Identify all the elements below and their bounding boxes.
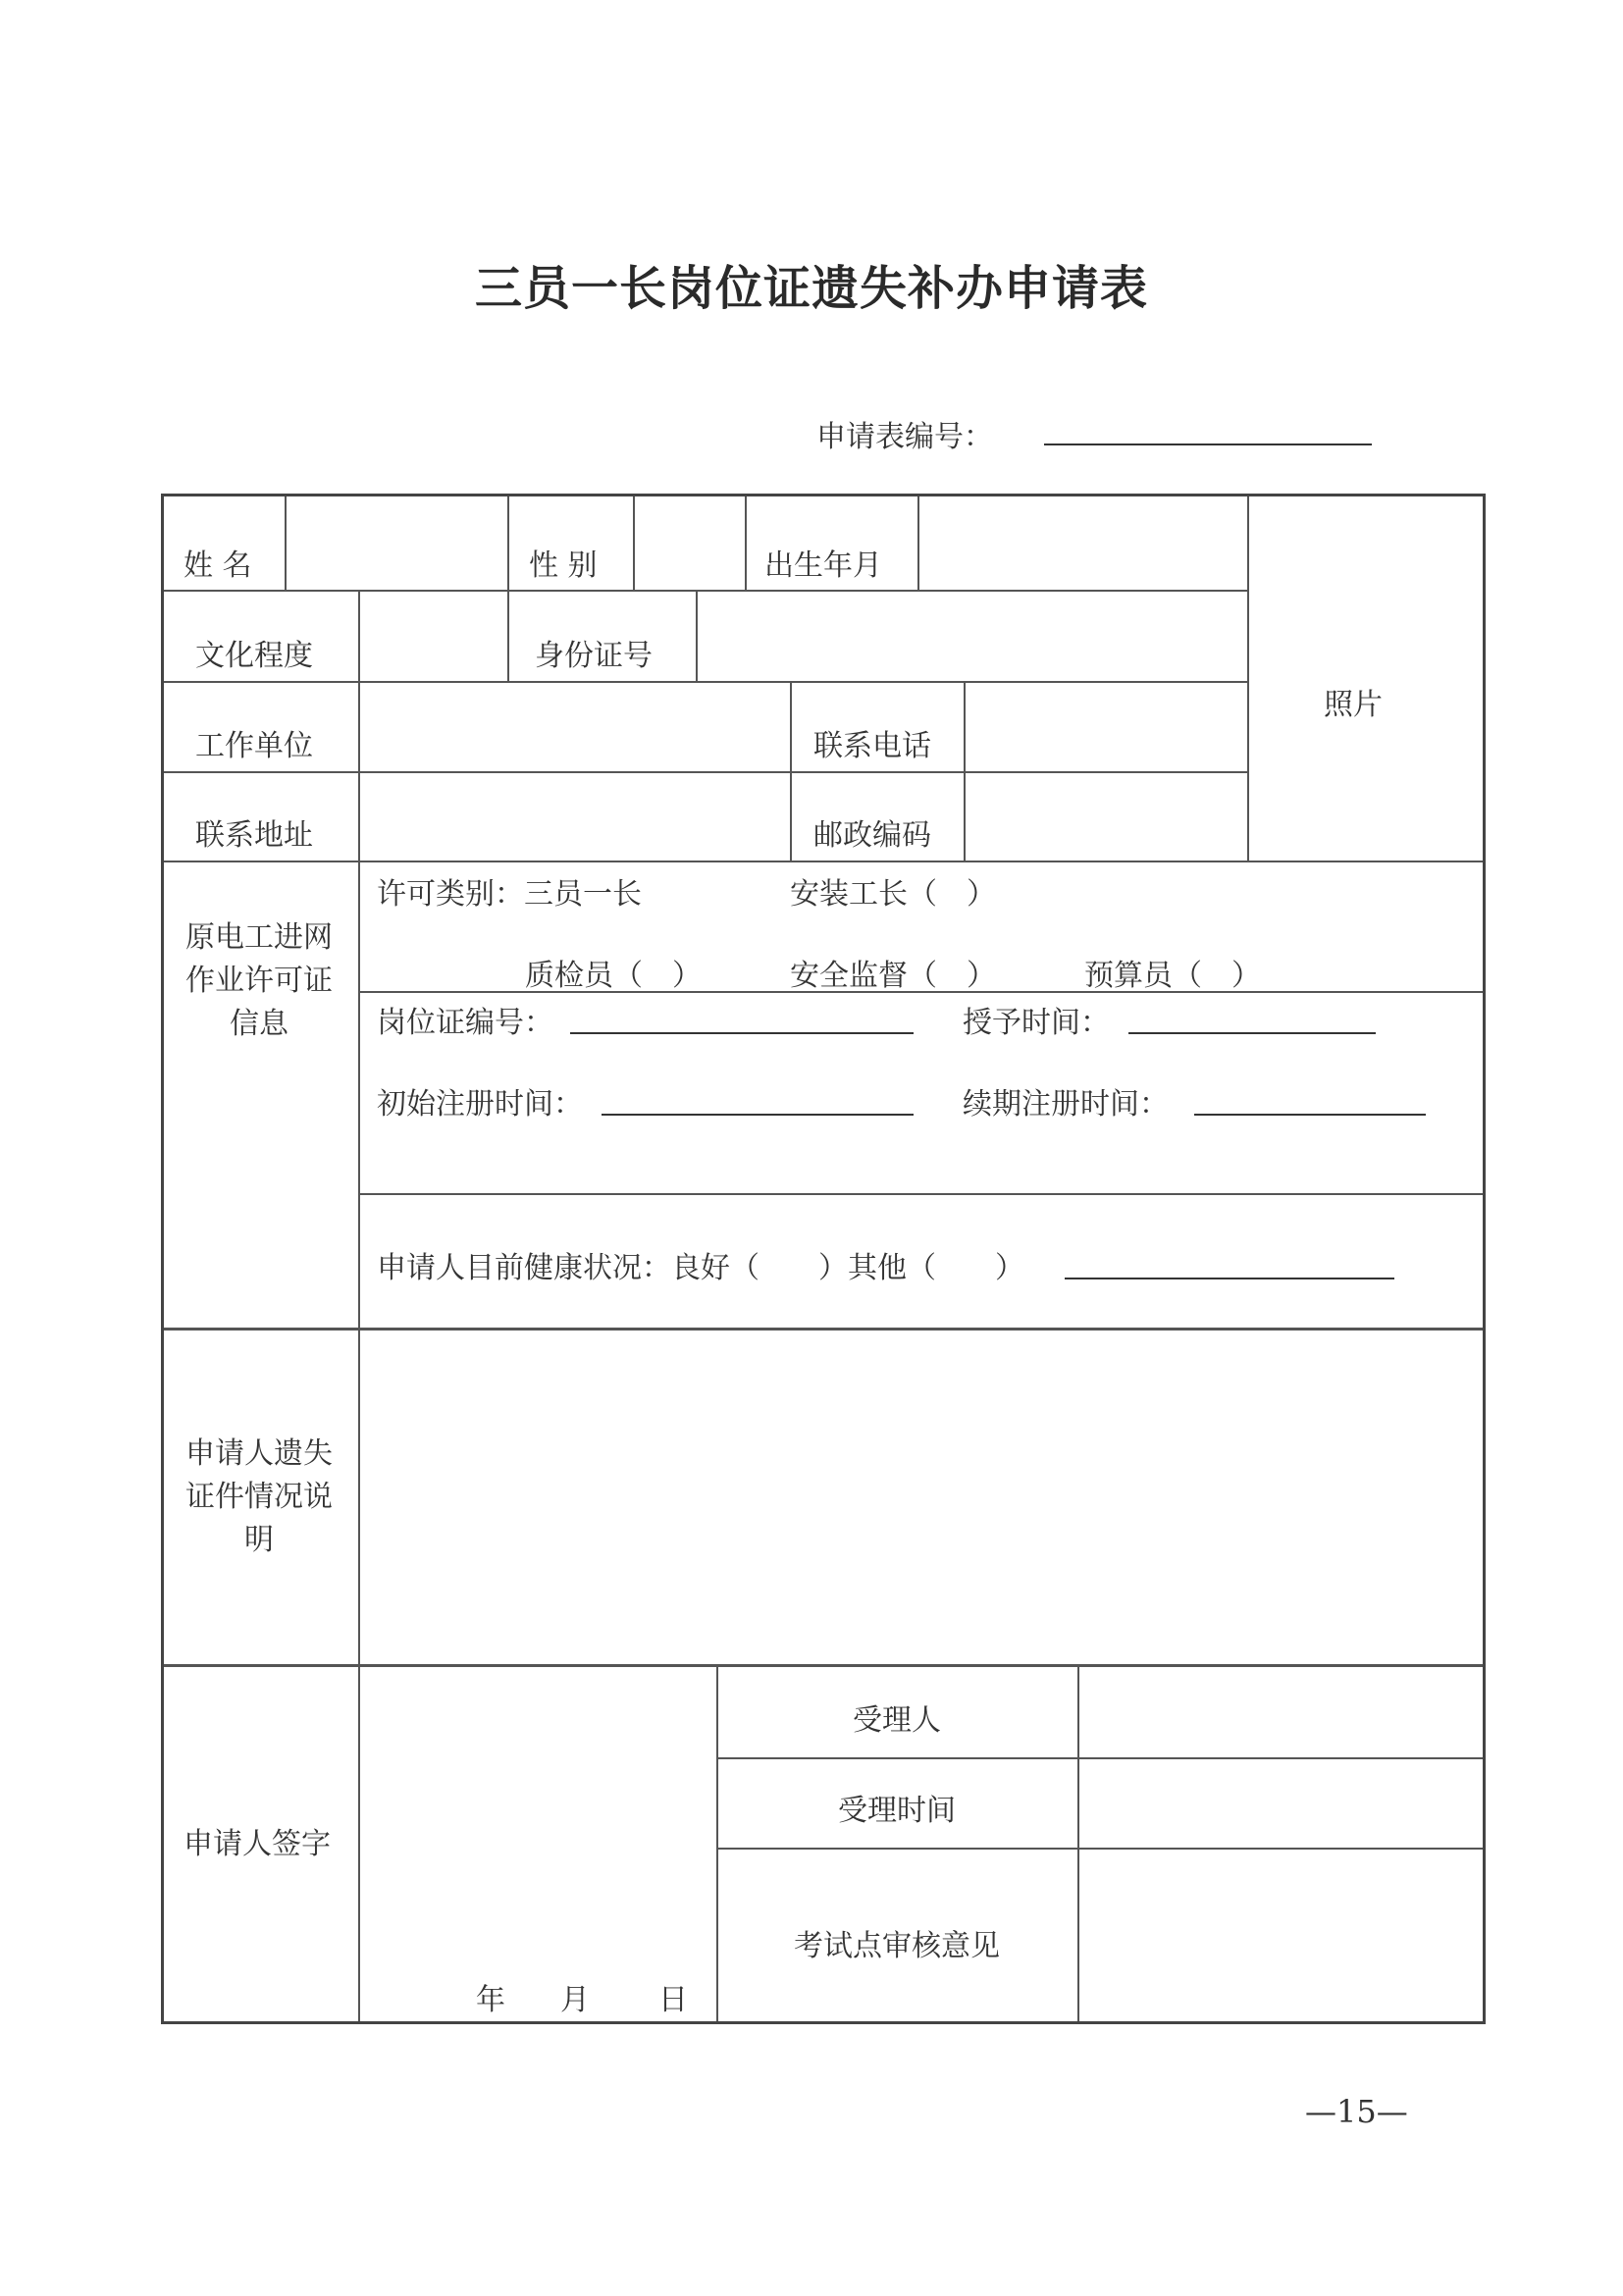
budget-officer-option[interactable]: 预算员（ ） (1084, 959, 1261, 993)
row-line (164, 861, 1483, 862)
exam-opinion-label: 考试点审核意见 (794, 1929, 1000, 1963)
health-status-label: 申请人目前健康状况：良好（ ）其他（ ） (377, 1251, 1024, 1285)
grant-time-label: 授予时间： (963, 1006, 1110, 1040)
health-other-field[interactable] (1065, 1278, 1394, 1279)
col-line (633, 496, 635, 590)
form-number-label: 申请表编号： (816, 420, 993, 454)
page-title: 三员一长岗位证遗失补办申请表 (474, 261, 1148, 316)
col-line (1077, 1664, 1079, 2021)
gender-label: 性 别 (529, 548, 598, 583)
signature-label: 申请人签字 (183, 1827, 331, 1861)
form-number-field[interactable] (1044, 444, 1372, 445)
row-line (716, 1848, 1483, 1850)
row-line (716, 1757, 1483, 1759)
safety-supervisor-option[interactable]: 安全监督（ ） (790, 959, 996, 993)
row-line (164, 771, 1247, 773)
col-line (507, 496, 509, 681)
loss-description-field[interactable] (360, 1330, 1483, 1663)
install-foreman-option[interactable]: 安装工长（ ） (790, 877, 996, 912)
col-line (917, 496, 919, 590)
row-line (164, 590, 1247, 592)
col-line (964, 681, 966, 861)
license-section-label: 原电工进网作业许可证信息 (185, 920, 333, 1041)
name-label: 姓 名 (183, 548, 252, 583)
date-day: 日 (658, 1983, 688, 2017)
loss-section-label: 申请人遗失证件情况说明 (185, 1436, 333, 1557)
employer-label: 工作单位 (195, 729, 313, 763)
col-line (790, 681, 792, 861)
education-label: 文化程度 (195, 639, 313, 673)
row-line (358, 1193, 1483, 1195)
category-label: 许可类别：三员一长 (377, 877, 642, 912)
birth-label: 出生年月 (764, 548, 882, 583)
col-line (696, 590, 698, 681)
cert-number-field[interactable] (570, 1032, 914, 1034)
cert-number-label: 岗位证编号： (377, 1006, 553, 1040)
date-year: 年 (476, 1983, 505, 2017)
signature-field[interactable] (360, 1666, 715, 2021)
initial-reg-time-label: 初始注册时间： (377, 1087, 583, 1122)
address-label: 联系地址 (195, 818, 313, 853)
photo-border (1247, 496, 1249, 861)
renewal-reg-time-label: 续期注册时间： (963, 1087, 1169, 1122)
id-number-label: 身份证号 (535, 639, 653, 673)
date-month: 月 (560, 1983, 590, 2017)
page-number: —15— (1305, 2093, 1408, 2130)
col-line (285, 496, 287, 590)
row-line (164, 681, 1247, 683)
grant-time-field[interactable] (1128, 1032, 1376, 1034)
receiver-label: 受理人 (853, 1703, 941, 1738)
receive-time-label: 受理时间 (838, 1794, 956, 1828)
col-line (745, 496, 747, 590)
photo-label: 照片 (1324, 688, 1383, 722)
postcode-label: 邮政编码 (813, 818, 931, 853)
initial-reg-time-field[interactable] (602, 1114, 914, 1116)
renewal-reg-time-field[interactable] (1194, 1114, 1426, 1116)
quality-inspector-option[interactable]: 质检员（ ） (525, 959, 702, 993)
application-form (161, 494, 1486, 2024)
phone-label: 联系电话 (813, 729, 931, 763)
